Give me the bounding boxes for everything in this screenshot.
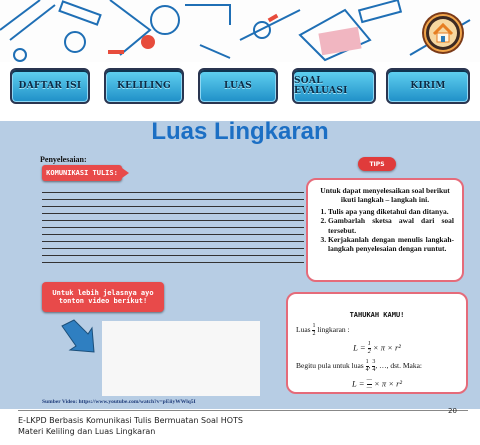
- footer-line-1: E-LKPD Berbasis Komunikasi Tulis Bermuatan Soal HOTS: [18, 416, 243, 425]
- luas-prefix: Luas: [296, 325, 311, 335]
- fraction-denominator: 2: [367, 349, 371, 355]
- penyelesaian-label: Penyelesaian:: [40, 155, 87, 164]
- fraction-numerator: 3: [372, 359, 376, 365]
- video-instruction-label: [42, 282, 164, 312]
- video-source-link[interactable]: Sumber Video: https://www.youtube.com/watch?v=pEiiyWWlq5I: [42, 399, 196, 405]
- fraction-numerator: 1: [367, 341, 371, 347]
- footer-line-2: Materi Keliling dan Luas Lingkaran: [18, 427, 156, 436]
- page-title: Luas Lingkaran: [151, 118, 329, 145]
- video-label-line2: tonton video berikut!: [58, 297, 148, 305]
- formula-suffix: × π × r²: [370, 342, 401, 353]
- begitu-line: Begitu pula untuk luas $\frac{1}{4}$ , $\frac{3}{4}$ , …, dst. Maka:: [296, 359, 422, 373]
- fraction: [366, 359, 369, 374]
- header-banner: [0, 0, 480, 62]
- nav-soal-evaluasi-button[interactable]: SOAL EVALUASI: [292, 68, 376, 104]
- formula-prefix: L =: [352, 378, 367, 389]
- fraction: [312, 323, 315, 338]
- formula-suffix: × π × r²: [371, 378, 402, 389]
- fraction-denominator: 4: [365, 367, 369, 373]
- tips-step: 2. Gambarlah sketsa awal dari soal tersebut.: [328, 216, 454, 235]
- tahukah-heading: TAHUKAH KAMU!: [349, 311, 405, 319]
- tahukah-kamu-panel: [286, 292, 468, 394]
- nav-kirim-button[interactable]: KIRIM: [386, 68, 470, 104]
- komunikasi-tulis-label: KOMUNIKASI TULIS:: [42, 165, 122, 181]
- fraction-denominator: 2: [312, 331, 316, 337]
- tips-steps-list: [316, 207, 454, 254]
- begitu-text: Begitu pula untuk luas: [296, 361, 364, 371]
- footer-divider: [18, 410, 468, 411]
- home-icon: [426, 16, 460, 50]
- fraction-numerator: —: [366, 377, 372, 383]
- formula-half-circle: [296, 341, 458, 356]
- tips-intro: Untuk dapat menyelesaikan soal berikut ikuti langkah – langkah ini.: [320, 186, 450, 205]
- tips-step: 1. Tulis apa yang diketahui dan ditanya.: [328, 207, 454, 216]
- formula-prefix: L =: [353, 342, 368, 353]
- tips-panel: [306, 178, 464, 282]
- arrow-down-right-icon: [58, 316, 98, 356]
- tips-step: 3. Kerjakanlah dengan menulis langkah-langkah penyelesaian dengan runtut.: [328, 235, 454, 254]
- tips-badge: TIPS: [358, 157, 396, 171]
- answer-lines[interactable]: [42, 186, 304, 268]
- fraction-denominator: 4: [372, 367, 376, 373]
- video-label-line1: Untuk lebih jelasnya ayo: [52, 289, 154, 297]
- luas-suffix: lingkaran :: [317, 325, 350, 335]
- formula-blank: [296, 377, 458, 392]
- fraction-numerator: 1: [312, 323, 316, 329]
- begitu-tail: , …, dst. Maka:: [375, 361, 422, 371]
- fraction-denominator: —: [366, 385, 372, 391]
- luas-fraction-line: [296, 323, 458, 338]
- fraction-numerator: 1: [365, 359, 369, 365]
- page-number: 20: [448, 407, 457, 415]
- school-doodles-decoration: [0, 0, 480, 62]
- nav-keliling-button[interactable]: KELILING: [104, 68, 184, 104]
- video-player[interactable]: [102, 321, 260, 396]
- home-button[interactable]: [424, 14, 462, 52]
- nav-daftar-isi-button[interactable]: DAFTAR ISI: [10, 68, 90, 104]
- nav-luas-button[interactable]: LUAS: [198, 68, 278, 104]
